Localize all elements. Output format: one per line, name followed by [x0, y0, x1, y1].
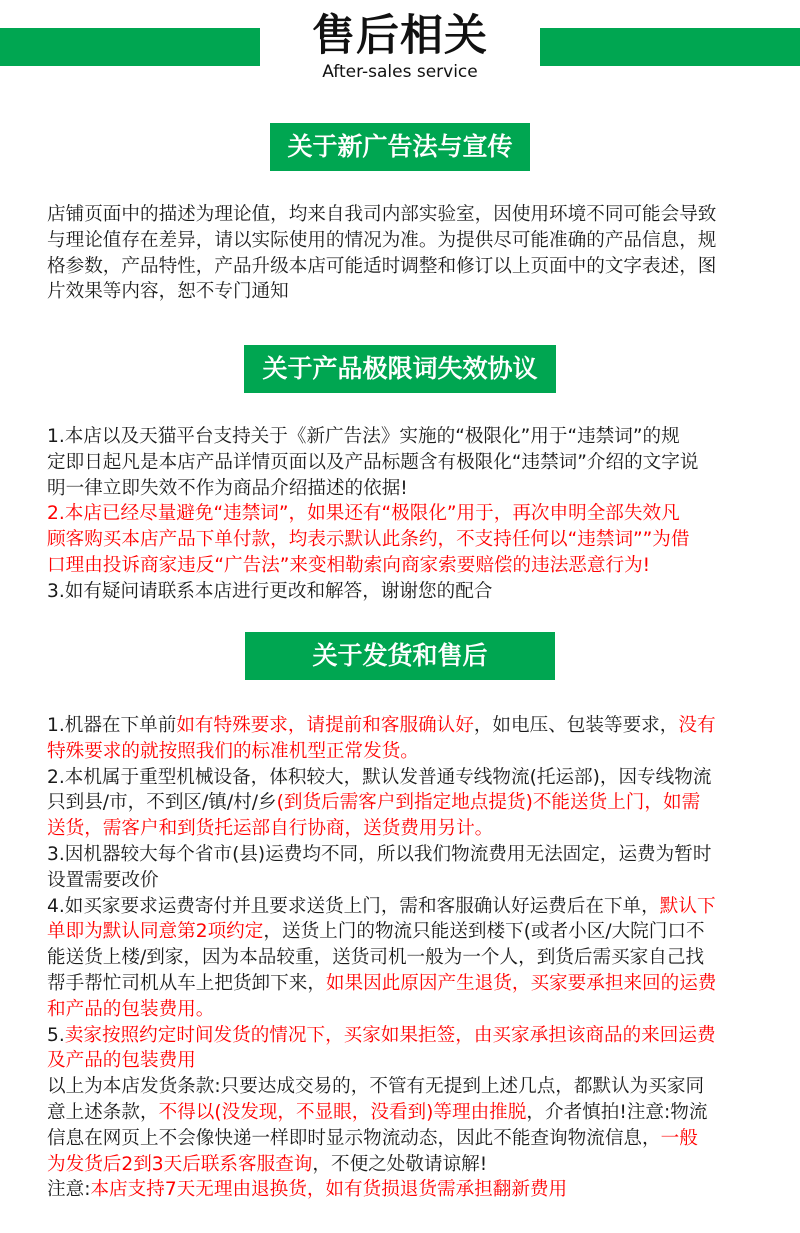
body-text: 设置需要改价: [47, 869, 159, 891]
highlighted-text: 送货，需客户和到货托运部自行协商，送货费用另计。: [47, 818, 494, 840]
text-line: [47, 228, 800, 254]
highlighted-text: 默认下: [659, 895, 716, 917]
body-text: 信息在网页上不会像快递一样即时显示物流动态，因此不能查询物流信息，: [47, 1127, 661, 1149]
body-text: 明一律立即失效不作为商品介绍描述的依据!: [47, 477, 408, 499]
page-subtitle: After-sales service: [322, 62, 478, 82]
body-text: 3.因机器较大每个省市(县)运费均不同，所以我们物流费用无法固定，运费为暂时: [47, 843, 712, 865]
body-text: 注意:: [47, 1179, 91, 1201]
text-line: [47, 816, 800, 842]
body-text: 格参数，产品特性，产品升级本店可能适时调整和修订以上页面中的文字表述，图: [47, 255, 717, 277]
text-line: [47, 202, 800, 228]
text-line: [47, 279, 800, 305]
body-text: ，如电压、包装等要求，: [473, 715, 679, 736]
body-text: 2.本机属于重型机械设备，体积较大，默认发普通专线物流(托运部)，因专线物流: [47, 766, 712, 788]
body-text: 意上述条款，: [47, 1101, 159, 1123]
text-line: [47, 1048, 800, 1074]
body-text: 能送货上楼/到家，因为本品较重，送货司机一般为一个人，到货后需买家自己找: [47, 947, 705, 969]
highlighted-text: 一般: [660, 1127, 698, 1149]
body-text: 定即日起凡是本店产品详情页面以及产品标题含有极限化“违禁词”介绍的文字说: [47, 451, 699, 473]
highlighted-text: 卖家按照约定时间发货的情况下，买家如果拒签，由买家承担该商品的来回运费: [64, 1024, 716, 1046]
text-line: [47, 553, 800, 579]
text-line: [47, 971, 800, 997]
highlighted-text: 特殊要求的就按照我们的标准机型正常发货。: [47, 740, 419, 762]
text-line: [47, 842, 800, 868]
highlighted-text: (到货后需客户到指定地点提货)不能送货上门，如需: [276, 792, 701, 814]
text-line: [47, 1152, 800, 1178]
text-line: [47, 527, 800, 553]
text-line: [47, 1177, 800, 1203]
highlighted-text: 为发货后2到3天后联系客服查询: [47, 1153, 313, 1175]
text-line: [47, 919, 800, 945]
text-line: [47, 450, 800, 476]
text-line: [47, 713, 800, 739]
text-line: [47, 868, 800, 894]
text-line: [47, 765, 800, 791]
text-line: [47, 424, 800, 450]
text-line: [47, 1023, 800, 1049]
text-line: [47, 790, 800, 816]
body-text: 以上为本店发货条款:只要达成交易的，不管有无提到上述几点，都默认为买家同: [47, 1076, 705, 1098]
text-line: [47, 1126, 800, 1152]
text-line: [47, 476, 800, 502]
body-text: 只到县/市，不到区/镇/村/乡: [47, 792, 277, 814]
section-body-shipping: [47, 713, 800, 1203]
text-line: [47, 501, 800, 527]
section-body-ad-law: [47, 202, 800, 305]
highlighted-text: 没有: [678, 715, 716, 736]
text-line: [47, 579, 800, 605]
body-text: 3.如有疑问请联系本店进行更改和解答，谢谢您的配合: [47, 580, 493, 602]
highlighted-text: 单即为默认同意第2项约定: [47, 921, 264, 943]
text-line: [47, 997, 800, 1023]
body-text: 1.机器在下单前: [47, 715, 177, 736]
body-text: 5.: [47, 1024, 65, 1046]
body-text: 帮手帮忙司机从车上把货卸下来，: [47, 972, 326, 994]
body-text: 4.如买家要求运费寄付并且要求送货上门，需和客服确认好运费后在下单，: [47, 895, 660, 917]
page-title: 售后相关: [312, 11, 488, 61]
text-line: [47, 1100, 800, 1126]
highlighted-text: 和产品的包装费用。: [47, 998, 215, 1020]
text-line: [47, 1074, 800, 1100]
body-text: ，送货上门的物流只能送到楼下(或者小区/大院门口不: [263, 921, 705, 943]
highlighted-text: 不得以(没发现，不显眼，没看到)等理由推脱: [158, 1101, 527, 1123]
text-line: [47, 945, 800, 971]
body-text: ，介者慎拍!注意:物流: [526, 1101, 708, 1123]
highlighted-text: 口理由投诉商家违反“广告法”来变相勒索向商家索要赔偿的违法恶意行为!: [47, 554, 651, 576]
body-text: 1.本店以及天猫平台支持关于《新广告法》实施的“极限化”用于“违禁词”的规: [47, 426, 680, 447]
body-text: 店铺页面中的描述为理论值，均来自我司内部实验室，因使用环境不同可能会导致: [47, 204, 717, 225]
highlighted-text: 如有特殊要求，请提前和客服确认好: [176, 715, 474, 736]
body-text: 片效果等内容，恕不专门通知: [47, 281, 289, 303]
section-heading-shipping: 关于发货和售后: [245, 632, 555, 680]
section-heading-ad-law: 关于新广告法与宣传: [270, 123, 530, 171]
text-line: [47, 739, 800, 765]
highlighted-text: 如果因此原因产生退货，买家要承担来回的运费: [325, 972, 717, 994]
body-text: 与理论值存在差异，请以实际使用的情况为准。为提供尽可能准确的产品信息，规: [47, 229, 717, 251]
body-text: ，不便之处敬请谅解!: [312, 1153, 488, 1175]
highlighted-text: 及产品的包装费用: [47, 1050, 196, 1072]
highlighted-text: 顾客购买本店产品下单付款，均表示默认此条约，不支持任何以“违禁词””为借: [47, 529, 690, 551]
highlighted-text: 2.本店已经尽量避免“违禁词”，如果还有“极限化”用于，再次申明全部失效凡: [47, 503, 680, 525]
section-heading-extreme-words: 关于产品极限词失效协议: [244, 345, 556, 393]
text-line: [47, 254, 800, 280]
highlighted-text: 本店支持7天无理由退换货，如有货损退货需承担翻新费用: [90, 1179, 568, 1201]
section-body-extreme-words: [47, 424, 800, 605]
text-line: [47, 894, 800, 920]
